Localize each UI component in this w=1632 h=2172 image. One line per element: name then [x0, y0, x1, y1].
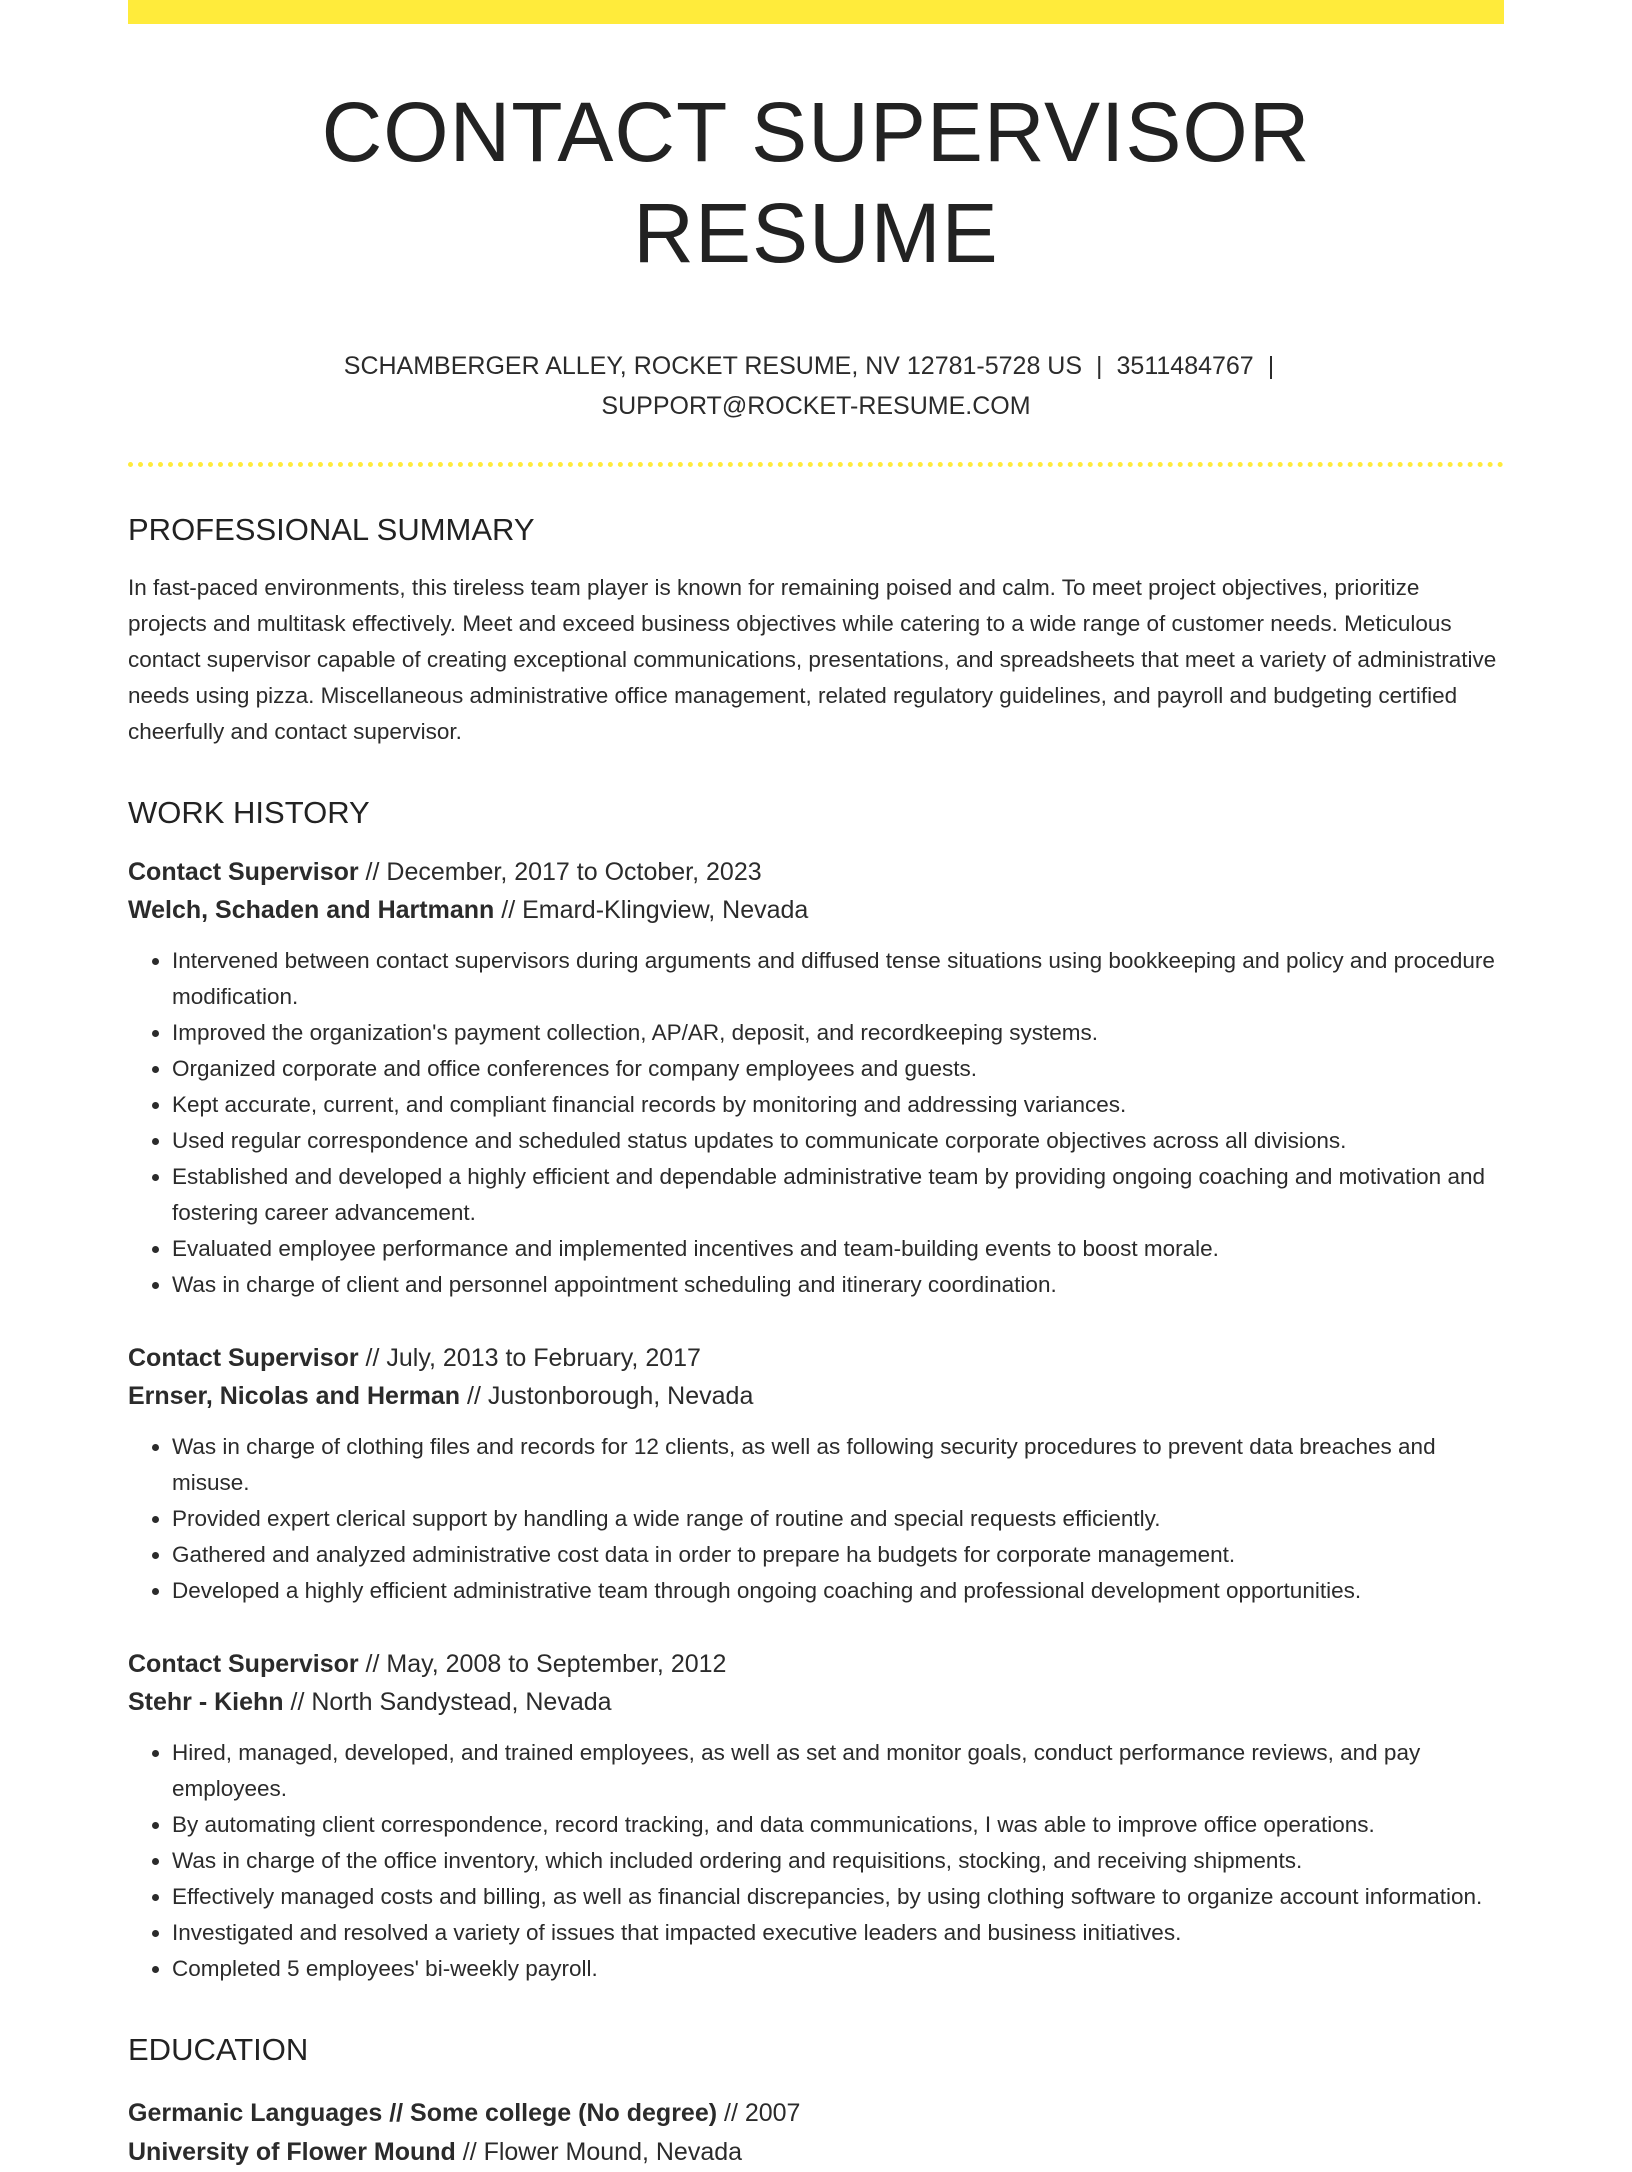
list-item: • Improved the organization's payment collection, AP/AR, deposit, and recordkeeping systems.	[172, 1015, 1504, 1051]
contact-email: SUPPORT@ROCKET-RESUME.COM	[601, 391, 1031, 420]
education-heading: EDUCATION	[128, 2031, 309, 2067]
job-entry	[128, 853, 1504, 1303]
list-item: • Organized corporate and office conferences for company employees and guests.	[172, 1051, 1504, 1087]
job-company-line	[128, 1683, 1504, 1721]
resume-title: CONTACT SUPERVISOR RESUME	[321, 85, 1311, 280]
job-title: Contact Supervisor	[128, 857, 359, 886]
job-title: Contact Supervisor	[128, 1649, 359, 1678]
list-item: • Was in charge of clothing files and records for 12 clients, as well as following security procedures to prevent data breaches and misuse.	[172, 1429, 1504, 1501]
education-degree: Germanic Languages // Some college (No degree)	[128, 2099, 718, 2128]
list-item: • Hired, managed, developed, and trained employees, as well as set and monitor goals, conduct performance reviews, and pay employees.	[172, 1735, 1504, 1807]
job-duties-list	[128, 1429, 1504, 1609]
job-company-line	[128, 1377, 1504, 1415]
job-location: // Emard-Klingview, Nevada	[494, 895, 809, 924]
list-item: • By automating client correspondence, record tracking, and data communications, I was able to improve office operations.	[172, 1807, 1504, 1843]
job-dates: // July, 2013 to February, 2017	[358, 1343, 701, 1372]
contact-separator: |	[1096, 351, 1103, 380]
job-duties-list	[128, 1735, 1504, 1987]
summary-heading: PROFESSIONAL SUMMARY	[128, 511, 535, 547]
list-item: • Provided expert clerical support by handling a wide range of routine and special requests efficiently.	[172, 1501, 1504, 1537]
job-entry	[128, 1645, 1504, 1987]
summary-text: In fast-paced environments, this tireless team player is known for remaining poised and calm. To meet project objectives, prioritize projects and multitask effectively. Meet and exceed business objectives while catering to a wide range of customer needs. Meticulous contact supervisor capable of creating exceptional communications, presentations, and spreadsheets that meet a variety of administrative needs using pizza. Miscellaneous administrative office management, related regulatory guidelines, and payroll and budgeting certified cheerfully and contact supervisor.	[128, 574, 1497, 744]
contact-separator: |	[1267, 351, 1275, 380]
resume-page	[128, 0, 1504, 2172]
dotted-divider	[128, 462, 1504, 467]
top-accent-bar	[128, 0, 1504, 24]
work-history-list	[128, 853, 1504, 1987]
job-title-line	[128, 1645, 1504, 1683]
list-item: • Effectively managed costs and billing, as well as financial discrepancies, by using clothing software to organize account information.	[172, 1879, 1504, 1915]
education-entry	[128, 2094, 1504, 2172]
job-entry	[128, 1339, 1504, 1609]
job-title: Contact Supervisor	[128, 1343, 359, 1372]
list-item: • Kept accurate, current, and compliant financial records by monitoring and addressing variances.	[172, 1087, 1504, 1123]
job-dates: // May, 2008 to September, 2012	[358, 1649, 727, 1678]
list-item: • Evaluated employee performance and implemented incentives and team-building events to boost morale.	[172, 1231, 1504, 1267]
job-company: Welch, Schaden and Hartmann	[128, 895, 495, 924]
list-item: • Completed 5 employees' bi-weekly payroll.	[172, 1951, 1504, 1987]
list-item: • Established and developed a highly efficient and dependable administrative team by providing ongoing coaching and motivation and fostering career advancement.	[172, 1159, 1504, 1231]
list-item: • Investigated and resolved a variety of issues that impacted executive leaders and business initiatives.	[172, 1915, 1504, 1951]
list-item: • Intervened between contact supervisors during arguments and diffused tense situations using bookkeeping and policy and procedure modification.	[172, 943, 1504, 1015]
contact-info	[128, 346, 1504, 426]
job-duties-list	[128, 943, 1504, 1303]
job-title-line	[128, 853, 1504, 891]
list-item: • Developed a highly efficient administrative team through ongoing coaching and professional development opportunities.	[172, 1573, 1504, 1609]
list-item: • Was in charge of the office inventory, which included ordering and requisitions, stocking, and receiving shipments.	[172, 1843, 1504, 1879]
job-title-line	[128, 1339, 1504, 1377]
job-location: // Justonborough, Nevada	[460, 1381, 754, 1410]
job-company: Stehr - Kiehn	[128, 1687, 284, 1716]
list-item: • Used regular correspondence and scheduled status updates to communicate corporate objectives across all divisions.	[172, 1123, 1504, 1159]
job-company-line	[128, 891, 1504, 929]
job-dates: // December, 2017 to October, 2023	[358, 857, 762, 886]
contact-phone: 3511484767	[1116, 351, 1254, 380]
education-degree-line	[128, 2094, 1504, 2133]
job-company: Ernser, Nicolas and Herman	[128, 1381, 461, 1410]
job-location: // North Sandystead, Nevada	[283, 1687, 612, 1716]
education-school-line	[128, 2133, 1504, 2172]
education-school: University of Flower Mound	[128, 2138, 456, 2167]
education-year: // 2007	[717, 2099, 801, 2128]
contact-address: SCHAMBERGER ALLEY, ROCKET RESUME, NV 12781-5728 US	[343, 351, 1083, 380]
list-item: • Was in charge of client and personnel appointment scheduling and itinerary coordination.	[172, 1267, 1504, 1303]
work-history-heading: WORK HISTORY	[128, 794, 370, 830]
education-location: // Flower Mound, Nevada	[455, 2138, 743, 2167]
list-item: • Gathered and analyzed administrative cost data in order to prepare ha budgets for corporate management.	[172, 1537, 1504, 1573]
